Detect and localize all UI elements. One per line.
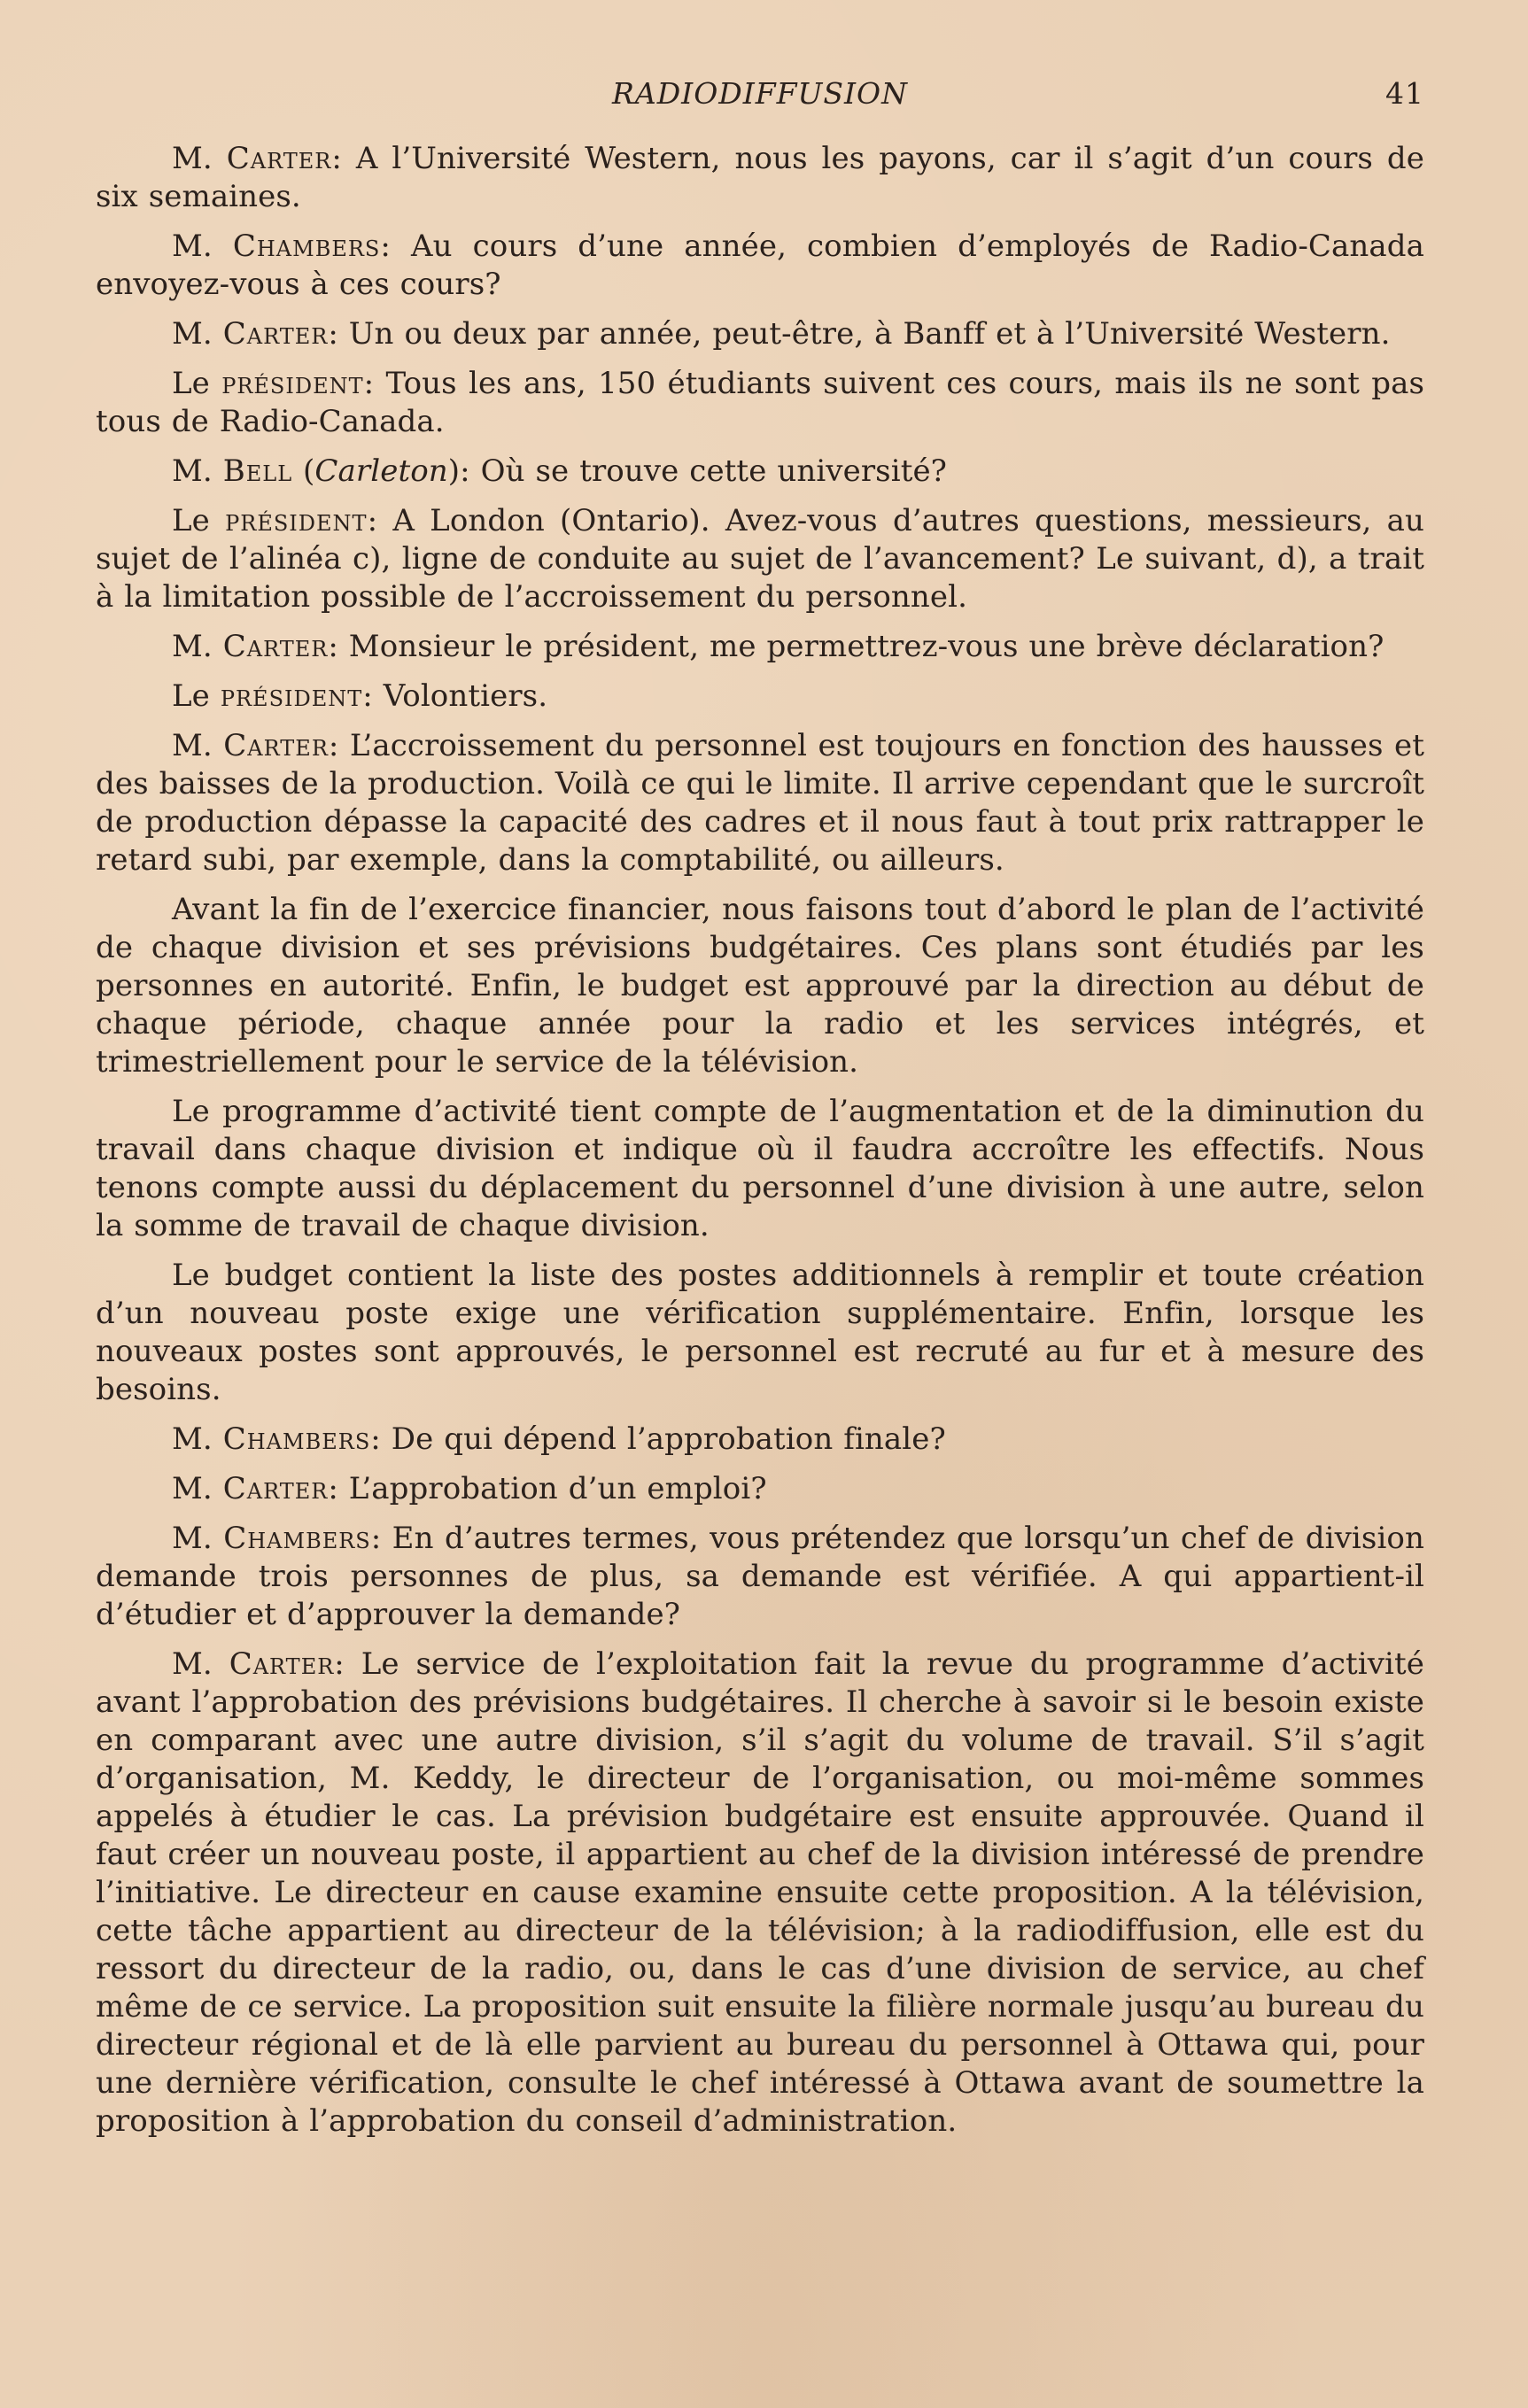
running-head: [96, 71, 1424, 124]
speaker-name: Carter: [226, 141, 332, 176]
paragraph-text: : Au cours d’une année, combien d’employés de Radio-Canada envoyez-vous à ces cours?: [96, 228, 1424, 302]
paragraph: [96, 727, 1424, 879]
paragraph-text: Avant la fin de l’exercice financier, nous faisons tout d’abord le plan de l’activité de chaque division et ses prévisions budgétaires. Ces plans sont étudiés par les personnes en autorité. Enfin, le budget est approuvé par la direction au début de chaque période, chaque année pour la radio et les services intégrés, et trimestriellement pour le service de la télévision.: [96, 892, 1424, 1080]
paragraph: [96, 891, 1424, 1081]
speaker-prefix: M.: [172, 141, 213, 176]
paragraph: [96, 677, 1424, 716]
paragraph: [96, 140, 1424, 216]
paragraph-text: : Volontiers.: [362, 678, 548, 714]
speaker-name: Bell: [222, 453, 293, 489]
paragraph: M. Bell (Carleton): Où se trouve cette université?: [172, 453, 948, 489]
paragraph: [96, 1520, 1424, 1634]
speaker-name: président: [221, 366, 364, 401]
speaker-name: président: [220, 678, 363, 714]
speaker-name: Carter: [222, 629, 329, 664]
speaker-name: Chambers: [223, 1521, 371, 1556]
body-text: [96, 140, 1424, 2141]
page-number: 41: [1385, 76, 1424, 111]
speaker-name: Carter: [223, 728, 329, 763]
paragraph-text: : L’accroissement du personnel est toujours en fonction des hausses et des baisses de la production. Voilà ce qui le limite. Il arrive cependant que le surcroît de production dépasse la capacité des cadres et il nous faut à tout prix rattrapper le retard subi, par exemple, dans la comptabilité, ou ailleurs.: [96, 728, 1424, 878]
speaker-name: Carter: [222, 316, 329, 352]
paragraph: [96, 1257, 1424, 1409]
speaker-prefix: M.: [172, 1521, 213, 1556]
paragraph-text: : A London (Ontario). Avez-vous d’autres questions, messieurs, au sujet de l’alinéa c), ligne de conduite au sujet de l’avancement? Le suivant, d), a trait à la limitation possible de l’accroissement du personnel.: [96, 503, 1424, 615]
paragraph-text: Le programme d’activité tient compte de l’augmentation et de la diminution du travail dans chaque division et indique où il faudra accroître les effectifs. Nous tenons compte aussi du déplacement du personnel d’une division à une autre, selon la somme de travail de chaque division.: [96, 1094, 1424, 1243]
speaker-name: Carter: [222, 1471, 329, 1506]
speaker-prefix: M.: [172, 228, 213, 264]
paragraph-text: : De qui dépend l’approbation finale?: [370, 1421, 946, 1457]
paragraph: [96, 365, 1424, 441]
paragraph-text: : En d’autres termes, vous prétendez que lorsqu’un chef de division demande trois personnes de plus, sa demande est vérifiée. A qui appartient-il d’étudier et d’approuver la demande?: [96, 1521, 1424, 1632]
speaker-prefix: M.: [172, 453, 213, 489]
speaker-name: président: [225, 503, 368, 538]
paragraph: [96, 1421, 1424, 1459]
paragraph-text: : Où se trouve cette université?: [460, 453, 948, 489]
paragraph: [96, 1470, 1424, 1508]
speaker-prefix: M.: [172, 629, 213, 664]
paragraph: [96, 315, 1424, 353]
paragraph: [96, 228, 1424, 304]
speaker-prefix: M.: [172, 728, 213, 763]
speaker-riding: Carleton: [314, 453, 448, 489]
speaker-name: Chambers: [232, 228, 381, 264]
paragraph-text: Le budget contient la liste des postes additionnels à remplir et toute création d’un nouveau poste exige une vérification supplémentaire. Enfin, lorsque les nouveaux postes sont approuvés, le personnel est recruté au fur et à mesure des besoins.: [96, 1258, 1424, 1407]
speaker-prefix: M.: [172, 1471, 213, 1506]
speaker-prefix: Le: [172, 678, 210, 714]
speaker-prefix: M.: [172, 1646, 213, 1682]
running-head-title: RADIODIFFUSION: [612, 76, 908, 111]
page: [96, 71, 1424, 2373]
paragraph: [96, 1093, 1424, 1245]
paragraph-text: : Le service de l’exploitation fait la revue du programme d’activité avant l’approbation des prévisions budgétaires. Il cherche à savoir si le besoin existe en comparant avec une autre division, s’il s’agit du volume de travail. S’il s’agit d’organisation, M. Keddy, le directeur de l’organisation, ou moi-même sommes appelés à étudier le cas. La prévision budgétaire est ensuite approuvée. Quand il faut créer un nouveau poste, il appartient au chef de la division intéressé de prendre l’initiative. Le directeur en cause examine ensuite cette proposition. A la télévision, cette tâche appartient au directeur de la télévision; à la radiodiffusion, elle est du ressort du directeur de la radio, ou, dans le cas d’une division de service, au chef même de ce service. La proposition suit ensuite la filière normale jusqu’au bureau du directeur régional et de là elle parvient au bureau du personnel à Ottawa qui, pour une dernière vérification, consulte le chef intéressé à Ottawa avant de soumettre la proposition à l’approbation du conseil d’administration.: [96, 1646, 1424, 2139]
speaker-prefix: Le: [172, 366, 210, 401]
paragraph: [96, 1645, 1424, 2141]
paragraph-text: : Un ou deux par année, peut-être, à Banff et à l’Université Western.: [328, 316, 1391, 352]
paragraph-text: : Tous les ans, 150 étudiants suivent ces cours, mais ils ne sont pas tous de Radio-Canada.: [96, 366, 1425, 439]
speaker-name: Chambers: [222, 1421, 371, 1457]
speaker-prefix: Le: [172, 503, 210, 538]
paragraph-text: : Monsieur le président, me permettrez-vous une brève déclaration?: [328, 629, 1385, 664]
speaker-prefix: M.: [172, 1421, 213, 1457]
paragraph-text: : L’approbation d’un emploi?: [328, 1471, 767, 1506]
paragraph: [96, 502, 1424, 616]
paragraph: [96, 628, 1424, 666]
paragraph-text: : A l’Université Western, nous les payons, car il s’agit d’un cours de six semaines.: [96, 141, 1424, 214]
speaker-name: Carter: [229, 1646, 335, 1682]
speaker-prefix: M.: [172, 316, 213, 352]
